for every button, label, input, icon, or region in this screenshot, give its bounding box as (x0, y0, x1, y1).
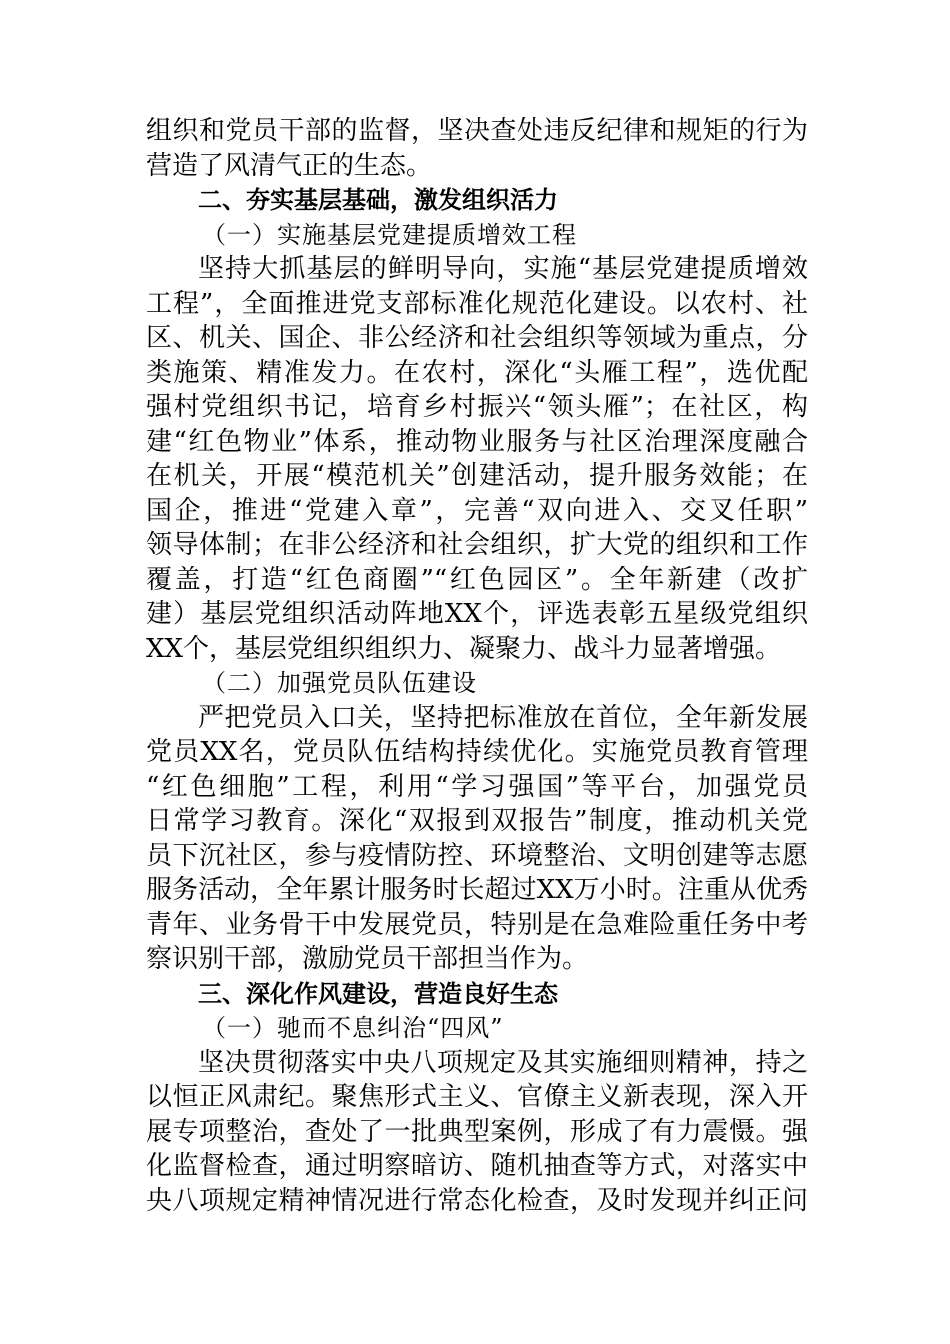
body-line: 工程”，全面推进党支部标准化规范化建设。以农村、社 (146, 288, 808, 319)
body-line: 青年、业务骨干中发展党员，特别是在急难险重任务中考 (146, 909, 808, 940)
body-line: XX个，基层党组织组织力、凝聚力、战斗力显著增强。 (146, 633, 782, 664)
body-line: 区、机关、国企、非公经济和社会组织等领域为重点，分 (146, 323, 808, 353)
body-line: 党员XX名，党员队伍结构持续优化。实施党员教育管理 (146, 737, 808, 767)
body-line: 建）基层党组织活动阵地XX个，评选表彰五星级党组织 (146, 599, 808, 629)
body-line: 化监督检查，通过明察暗访、随机抽查等方式，对落实中 (146, 1151, 808, 1181)
paragraph-first-line: 坚持大抓基层的鲜明导向，实施“基层党建提质增效 (198, 254, 808, 284)
body-line: 覆盖，打造“红色商圈”“红色园区”。全年新建（改扩 (146, 564, 808, 595)
body-line: 建“红色物业”体系，推动物业服务与社区治理深度融合 (146, 426, 808, 457)
body-line: 服务活动，全年累计服务时长超过XX万小时。注重从优秀 (146, 875, 808, 905)
section-heading-2: 二、夯实基层基础，激发组织活力 (198, 186, 558, 214)
body-line: 国企，推进“党建入章”，完善“双向进入、交叉任职” (146, 495, 808, 526)
subsection-heading: （一）驰而不息纠治“四风” (202, 1014, 504, 1042)
body-line: 察识别干部，激励党员干部担当作为。 (146, 944, 589, 974)
body-line: 组织和党员干部的监督，坚决查处违反纪律和规矩的行为 (146, 116, 808, 146)
section-heading-3: 三、深化作风建设，营造良好生态 (198, 979, 558, 1008)
body-line: 展专项整治，查处了一批典型案例，形成了有力震慑。强 (146, 1116, 808, 1147)
body-line: 强村党组织书记，培育乡村振兴“领头雁”；在社区，构 (146, 392, 808, 422)
body-line: “红色细胞”工程，利用“学习强国”等平台，加强党员 (146, 771, 808, 802)
body-line: 领导体制；在非公经济和社会组织，扩大党的组织和工作 (146, 530, 808, 560)
subsection-heading: （一）实施基层党建提质增效工程 (202, 220, 577, 249)
body-line: 类施策、精准发力。在农村，深化“头雁工程”，选优配 (146, 357, 808, 388)
body-line: 营造了风清气正的生态。 (146, 150, 433, 181)
paragraph-first-line: 坚决贯彻落实中央八项规定及其实施细则精神，持之 (198, 1047, 808, 1078)
body-line: 员下沉社区，参与疫情防控、环境整治、文明创建等志愿 (146, 840, 808, 871)
paragraph-first-line: 严把党员入口关，坚持把标准放在首位，全年新发展 (198, 702, 808, 733)
document-page (146, 114, 808, 1218)
body-line: 在机关，开展“模范机关”创建活动，提升服务效能；在 (146, 461, 808, 491)
body-line: 以恒正风肃纪。聚焦形式主义、官僚主义新表现，深入开 (146, 1082, 808, 1112)
subsection-heading: （二）加强党员队伍建设 (202, 669, 477, 697)
body-line: 日常学习教育。深化“双报到双报告”制度，推动机关党 (146, 806, 808, 836)
body-line: 央八项规定精神情况进行常态化检查，及时发现并纠正问 (146, 1185, 808, 1216)
